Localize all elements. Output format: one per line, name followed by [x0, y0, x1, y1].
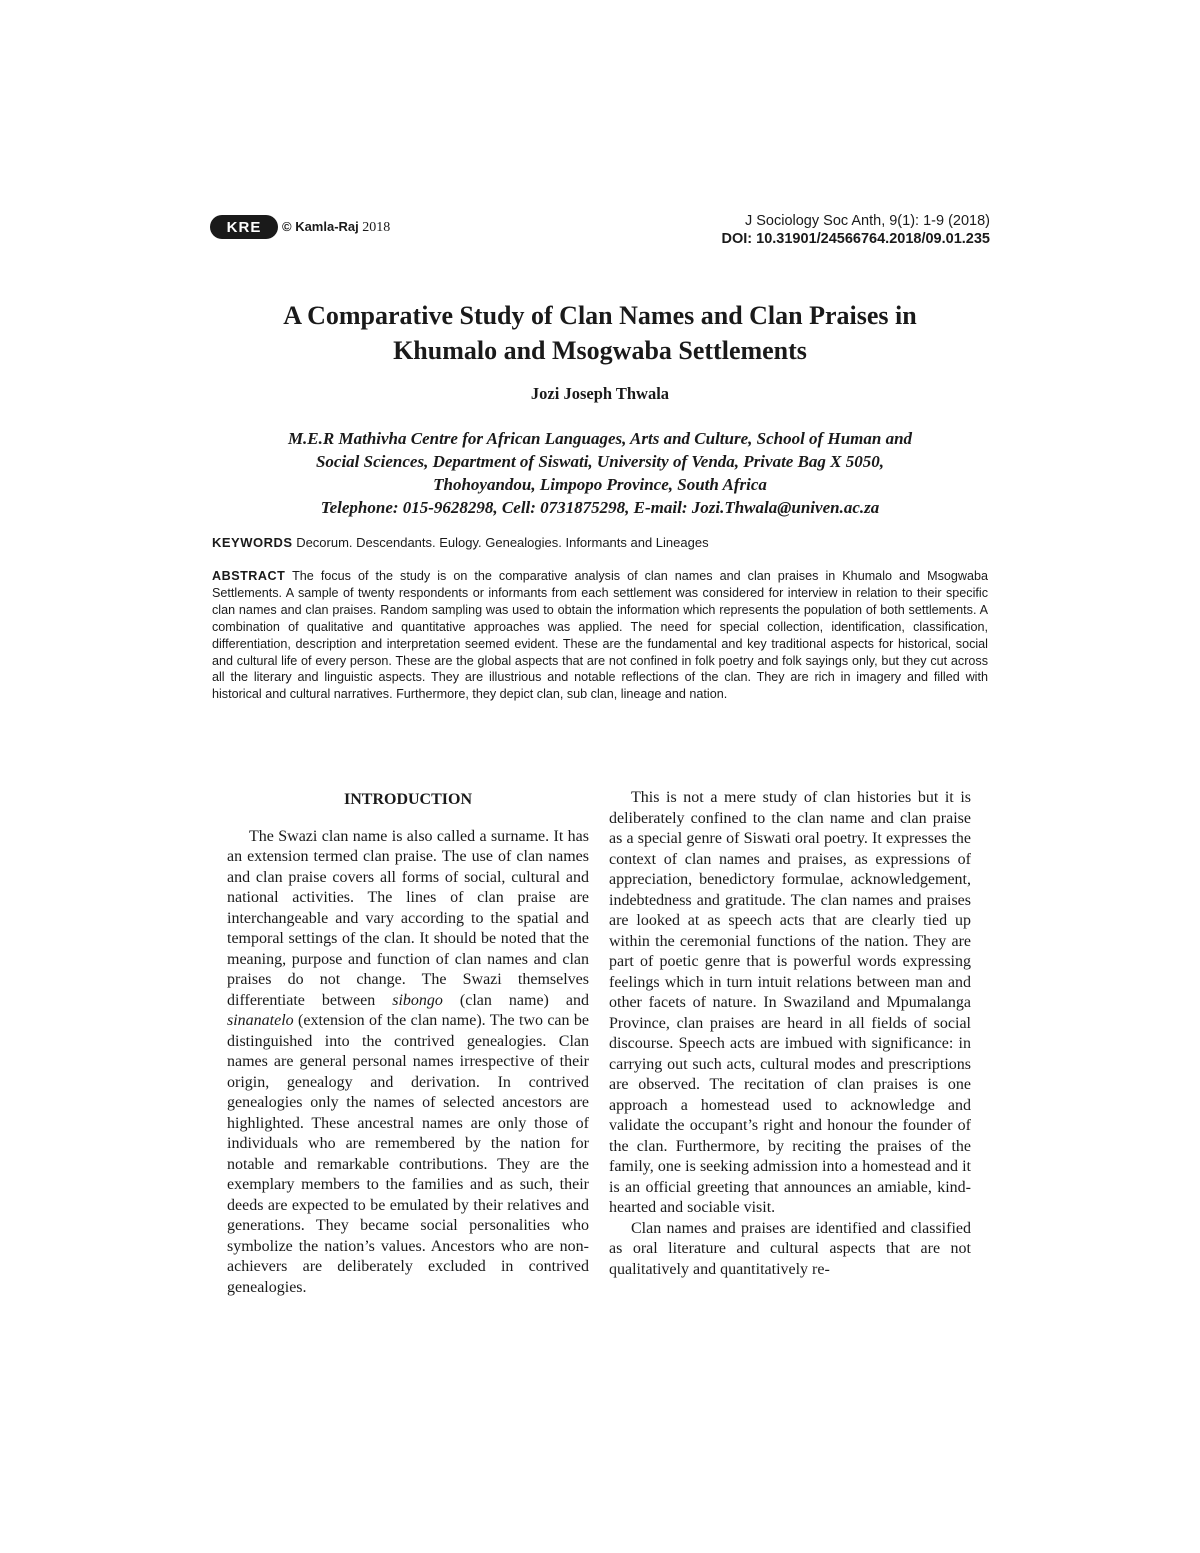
copyright	[282, 219, 390, 236]
text-run: (extension of the clan name). The two can be distinguished into the contrived genealogies. Clan names are general personal names irrespective of their origin, genealogy and derivation. In contrived genealogies only the names of selected ancestors are highlighted. These ancestral names are only those of individuals who are remembered by the nation for notable and remarkable contributions. They are the exemplary members to the families and as such, their deeds are expected to be emulated by their relatives and generations. They became social personalities who symbolize the nation’s values. Ancestors who are non-achievers are deliberately excluded in contrived genealogies.	[227, 1012, 589, 1296]
text-run: (clan name) and	[442, 991, 589, 1009]
right-column	[609, 788, 971, 1280]
keywords	[212, 535, 988, 550]
affiliation-line-2: Social Sciences, Department of Siswati, University of Venda, Private Bag X 5050,	[315, 452, 885, 471]
left-column	[227, 788, 589, 1298]
journal-reference: J Sociology Soc Anth, 9(1): 1-9 (2018)	[744, 213, 990, 229]
paper-title	[150, 298, 1050, 368]
abstract-text: The focus of the study is on the comparative analysis of clan names and clan praises in Khumalo and Msogwaba Settlements. A sample of twenty respondents or informants from each settlement was considered for interview in relation to their specific clan names and clan praises. Random sampling was used to obtain the information which represents the population of both settlements. A combination of qualitative and quantitative approaches was applied. The need for special collection, identification, classification, differentiation, description and interpretation seemed evident. These are the fundamental and key traditional aspects for historical, social and cultural life of every person. These are the global aspects that are not confined in folk poetry and folk sayings only, but they cut across all the literary and linguistic aspects. They are illustrious and notable reflections of the clan. They are rich in imagery and filled with historical and cultural narratives. Furthermore, they depict clan, sub clan, lineage and nation.	[212, 569, 988, 702]
author-affiliation	[150, 427, 1050, 519]
doi: DOI: 10.31901/24566764.2018/09.01.235	[721, 231, 990, 247]
title-line-1: A Comparative Study of Clan Names and Clan Praises in	[283, 301, 917, 330]
italic-term: sinanatelo	[227, 1012, 294, 1029]
left-paragraph-1	[227, 827, 589, 1299]
keywords-label: KEYWORDS	[212, 535, 293, 550]
copyright-year: 2018	[362, 219, 391, 235]
italic-term: sibongo	[392, 991, 443, 1009]
journal-info	[722, 212, 990, 248]
keywords-text: Decorum. Descendants. Eulogy. Genealogies. Informants and Lineages	[296, 535, 709, 550]
affiliation-line-3: Thohoyandou, Limpopo Province, South Africa	[433, 475, 767, 494]
title-line-2: Khumalo and Msogwaba Settlements	[393, 336, 807, 365]
right-paragraph-1: This is not a mere study of clan histories but it is deliberately confined to the clan name and clan praise as a special genre of Siswati oral poetry. It expresses the context of clan names and praises, as expressions of appreciation, benedictory formulae, acknowledgement, indebtedness and gratitude. The clan names and praises are looked at as speech acts that are clearly tied up within the ceremonial functions of the nation. They are part of poetic genre that is powerful words expressing feelings which in turn intuit relations between man and other facets of nature. In Swaziland and Mpumalanga Province, clan praises are heard in all fields of social discourse. Speech acts are imbued with significance: in carrying out such acts, cultural modes and prescriptions are observed. The recitation of clan praises is one approach a homestead used to acknowledge and validate the occupant’s right and honour the founder of the clan. Furthermore, by reciting the praises of the family, one is seeking admission into a homestead and it is an official greeting that announces an amiable, kind-hearted and sociable visit.	[609, 789, 971, 1216]
kre-logo-icon	[210, 215, 278, 239]
affiliation-line-4: Telephone: 015-9628298, Cell: 0731875298, E-mail: Jozi.Thwala@univen.ac.za	[320, 498, 880, 517]
right-paragraph-2: Clan names and praises are identified and classified as oral literature and cultural aspects that are not qualitatively and quantitatively re-	[609, 1219, 971, 1278]
section-heading: INTRODUCTION	[343, 791, 472, 808]
publisher-logo	[210, 215, 390, 239]
author-name: Jozi Joseph Thwala	[530, 384, 670, 403]
abstract-label: ABSTRACT	[212, 569, 286, 583]
logo-text: KRE	[226, 218, 262, 236]
abstract	[212, 568, 988, 703]
publisher-name: © Kamla-Raj	[282, 218, 359, 234]
text-run: The Swazi clan name is also called a surname. It has an extension termed clan praise. The use of clan names and clan praise covers all forms of social, cultural and national activities. The lines of clan praise are interchangeable and vary according to the spatial and temporal settings of the clan. It should be noted that the meaning, purpose and function of clan names and clan praises do not change. The Swazi themselves differentiate between	[227, 827, 589, 1009]
affiliation-line-1: M.E.R Mathivha Centre for African Languages, Arts and Culture, School of Human and	[287, 429, 913, 448]
